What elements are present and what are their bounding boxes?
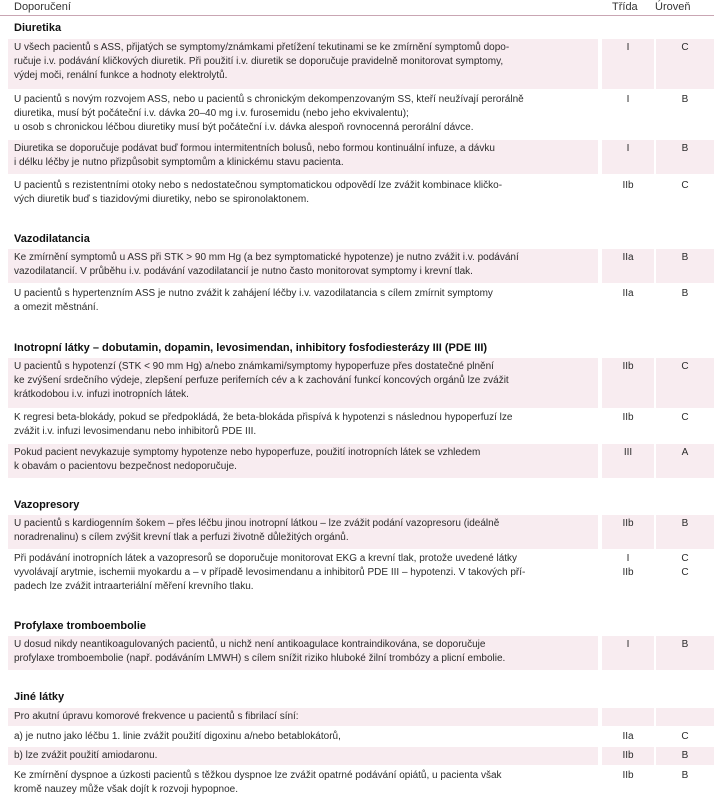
level-cell: B — [681, 770, 689, 781]
class-cell: I — [602, 636, 654, 670]
level-cell: B — [656, 636, 714, 670]
class-cell: IIa — [602, 249, 654, 283]
level-cell: B — [656, 515, 714, 549]
level-cell: B — [681, 288, 689, 299]
level-cell: C — [656, 358, 714, 408]
table-row — [0, 708, 714, 726]
section-heading-jine: Jiné látky — [14, 691, 65, 703]
recommendation-text: Ke zmírnění dyspnoe a úzkosti pacientů s těžkou dyspnoe lze zvážit opatrné podávání opiátů, u pacienta však kromě nauzey může však dojít k rozvoji hypopnoe. — [14, 770, 502, 795]
header-class: Třída — [612, 1, 638, 13]
level-cell: B — [681, 94, 689, 105]
section-heading-profylaxe: Profylaxe tromboembolie — [14, 620, 147, 632]
level-cell: C — [656, 39, 714, 89]
recommendation-text: Pro akutní úpravu komorové frekvence u pacientů s fibrilací síní: — [8, 708, 598, 726]
level-cell — [656, 708, 714, 726]
table-row — [0, 515, 714, 549]
table-row — [0, 767, 714, 800]
table-row — [0, 140, 714, 174]
table-row — [0, 249, 714, 283]
recommendation-text: U dosud nikdy neantikoagulovaných pacientů, u nichž není antikoagulace kontraindikována, se doporučuje profylaxe tromboembolie (např. podáváním LMWH) s cílem snížit riziko hluboké žilní trombózy a plicní embolie. — [8, 636, 598, 670]
class-cell — [602, 708, 654, 726]
level-cell: B — [656, 747, 714, 765]
class-cell: IIb — [622, 412, 634, 423]
class-cell: IIa — [622, 288, 634, 299]
recommendation-text: Při podávání inotropních látek a vazopresorů se doporučuje monitorovat EKG a krevní tlak, protože uvedené látky vyvolávají arytmie, ischemii myokardu a – v případě levosimendanu a inhibitorů PDE III – hypotenzi. V takových pří- padech lze zvážit intraarteriální měření krevního tlaku. — [14, 553, 526, 592]
level-cell: C C — [681, 553, 689, 578]
recommendation-text: K regresi beta-blokády, pokud se předpokládá, že beta-blokáda přispívá k hypotenzi s následnou hypoperfuzí lze zvážit i.v. infuzi levosimendanu nebo inhibitorů PDE III. — [14, 412, 513, 437]
level-cell: A — [656, 444, 714, 478]
table-header — [0, 0, 714, 15]
class-cell: I — [602, 140, 654, 174]
section-heading-diuretika: Diuretika — [14, 22, 62, 34]
table-row — [0, 444, 714, 478]
recommendation-text: U pacientů s hypotenzí (STK < 90 mm Hg) a/nebo známkami/symptomy hypoperfuze přes dostatečné plnění ke zvýšení srdečního výdeje, zlepšení perfuze periferních cév a k zachování funkcí koncových orgánů lze zvážit krátkodobou i.v. infuzi inotropních látek. — [8, 358, 598, 408]
level-cell: C — [681, 412, 689, 423]
table-row — [0, 550, 714, 600]
table-row — [0, 358, 714, 408]
class-cell: IIb — [602, 358, 654, 408]
header-rule — [0, 15, 714, 16]
table-row — [0, 91, 714, 139]
table-row — [0, 39, 714, 89]
level-cell: B — [656, 140, 714, 174]
recommendation-text: a) je nutno jako léčbu 1. linie zvážit použití digoxinu a/nebo betablokátorů, — [14, 731, 341, 742]
table-row — [0, 409, 714, 443]
class-cell: IIa — [622, 731, 634, 742]
header-level: Úroveň — [655, 1, 691, 13]
class-cell: I — [626, 94, 630, 105]
level-cell: C — [681, 731, 689, 742]
class-cell: IIb — [622, 180, 634, 191]
recommendation-text: Ke zmírnění symptomů u ASS při STK > 90 mm Hg (a bez symptomatické hypotenze) je nutno zvážit i.v. podávání vazodilatancií. V průběhu i.v. podávání vazodilatancií je nutno často monitorovat symptomy i krevní tlak. — [8, 249, 598, 283]
table-row — [0, 285, 714, 319]
class-cell: III — [602, 444, 654, 478]
section-heading-vazopresory: Vazopresory — [14, 499, 80, 511]
class-cell: I IIb — [622, 553, 634, 578]
table-row — [0, 636, 714, 670]
table-row — [0, 747, 714, 765]
class-cell: I — [602, 39, 654, 89]
recommendation-text: b) lze zvážit použití amiodaronu. — [8, 747, 598, 765]
recommendation-text: U všech pacientů s ASS, přijatých se symptomy/známkami přetížení tekutinami se ke zmírnění symptomů dopo- ručuje i.v. podávání kličkových diuretik. Při použití i.v. diuretik se doporučuje pravidelně monitorovat symptomy, výdej moči, renální funkce a hodnoty elektrolytů. — [8, 39, 598, 89]
class-cell: IIb — [602, 515, 654, 549]
class-cell: IIb — [602, 747, 654, 765]
recommendation-text: U pacientů s novým rozvojem ASS, nebo u pacientů s chronickým dekompenzovaným SS, kteří neužívají perorálně diuretika, musí být počáteční i.v. dávka 20–40 mg i.v. furosemidu (nebo jeho ekvivalentu); u osob s chronickou léčbou diuretiky musí být počáteční i.v. dávka alespoň rovnocenná perorální dávce. — [14, 94, 524, 133]
recommendation-text: U pacientů s hypertenzním ASS je nutno zvážit k zahájení léčby i.v. vazodilatancia s cílem zmírnit symptomy a omezit městnání. — [14, 288, 493, 313]
header-recommendation: Doporučení — [14, 1, 71, 13]
section-heading-vazodilatancia: Vazodilatancia — [14, 233, 90, 245]
recommendation-text: U pacientů s kardiogenním šokem – přes léčbu jinou inotropní látkou – lze zvážit podání vazopresoru (ideálně noradrenalinu) s cílem zvýšit krevní tlak a perfuzi životně důležitých orgánů. — [8, 515, 598, 549]
section-heading-inotropni: Inotropní látky – dobutamin, dopamin, levosimendan, inhibitory fosfodiesterázy III (PDE III) — [14, 342, 488, 354]
table-row — [0, 177, 714, 211]
level-cell: C — [681, 180, 689, 191]
recommendation-text: Pokud pacient nevykazuje symptomy hypotenze nebo hypoperfuze, použití inotropních látek se vzhledem k obavám o pacientovu bezpečnost nedoporučuje. — [8, 444, 598, 478]
recommendation-text: U pacientů s rezistentními otoky nebo s nedostatečnou symptomatickou odpovědí lze zvážit kombinace kličko- vých diuretik buď s tiazidovými diuretiky, nebo se spironolaktonem. — [14, 180, 503, 205]
table-row — [0, 728, 714, 745]
recommendation-text: Diuretika se doporučuje podávat buď formou intermitentních bolusů, nebo formou kontinuální infuze, a dávku i délku léčby je nutno přizpůsobit symptomům a klinickému stavu pacienta. — [8, 140, 598, 174]
class-cell: IIb — [622, 770, 634, 781]
level-cell: B — [656, 249, 714, 283]
